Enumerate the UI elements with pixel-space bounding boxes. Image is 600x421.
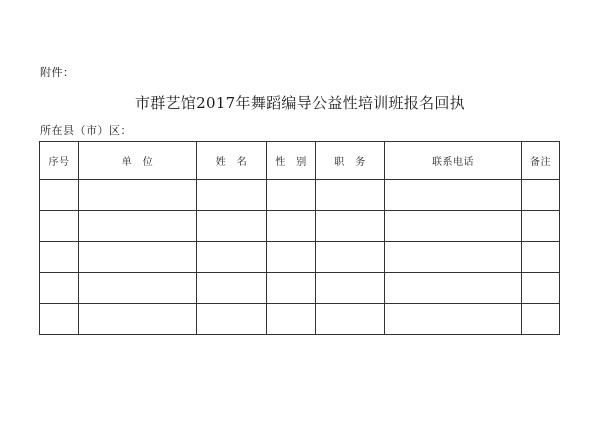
header-phone: 联系电话 (385, 142, 522, 180)
cell-seq[interactable] (40, 304, 79, 335)
header-unit: 单 位 (79, 142, 197, 180)
cell-unit[interactable] (79, 180, 197, 211)
cell-seq[interactable] (40, 211, 79, 242)
attachment-label: 附件： (40, 66, 75, 79)
cell-position[interactable] (316, 304, 385, 335)
cell-position[interactable] (316, 273, 385, 304)
cell-remarks[interactable] (522, 242, 560, 273)
cell-gender[interactable] (267, 180, 316, 211)
cell-name[interactable] (197, 180, 267, 211)
cell-unit[interactable] (79, 211, 197, 242)
cell-phone[interactable] (385, 242, 522, 273)
cell-gender[interactable] (267, 242, 316, 273)
cell-phone[interactable] (385, 211, 522, 242)
table-row (40, 273, 560, 304)
table-row (40, 211, 560, 242)
cell-remarks[interactable] (522, 180, 560, 211)
header-position: 职 务 (316, 142, 385, 180)
cell-phone[interactable] (385, 180, 522, 211)
cell-gender[interactable] (267, 273, 316, 304)
document-title: 市群艺馆2017年舞蹈编导公益性培训班报名回执 (134, 94, 466, 112)
cell-unit[interactable] (79, 242, 197, 273)
cell-seq[interactable] (40, 180, 79, 211)
cell-phone[interactable] (385, 273, 522, 304)
header-name: 姓 名 (197, 142, 267, 180)
cell-remarks[interactable] (522, 211, 560, 242)
header-remarks: 备注 (522, 142, 560, 180)
table-row (40, 304, 560, 335)
cell-name[interactable] (197, 211, 267, 242)
cell-name[interactable] (197, 304, 267, 335)
cell-position[interactable] (316, 180, 385, 211)
cell-gender[interactable] (267, 304, 316, 335)
cell-remarks[interactable] (522, 304, 560, 335)
table-row (40, 242, 560, 273)
cell-seq[interactable] (40, 242, 79, 273)
cell-name[interactable] (197, 273, 267, 304)
cell-seq[interactable] (40, 273, 79, 304)
header-gender: 性 别 (267, 142, 316, 180)
table-row (40, 180, 560, 211)
county-label: 所在县（市）区： (40, 124, 132, 137)
registration-table (39, 141, 560, 335)
cell-unit[interactable] (79, 273, 197, 304)
header-row (40, 142, 560, 180)
cell-unit[interactable] (79, 304, 197, 335)
cell-position[interactable] (316, 211, 385, 242)
cell-name[interactable] (197, 242, 267, 273)
cell-gender[interactable] (267, 211, 316, 242)
cell-phone[interactable] (385, 304, 522, 335)
header-seq: 序号 (40, 142, 79, 180)
cell-position[interactable] (316, 242, 385, 273)
cell-remarks[interactable] (522, 273, 560, 304)
